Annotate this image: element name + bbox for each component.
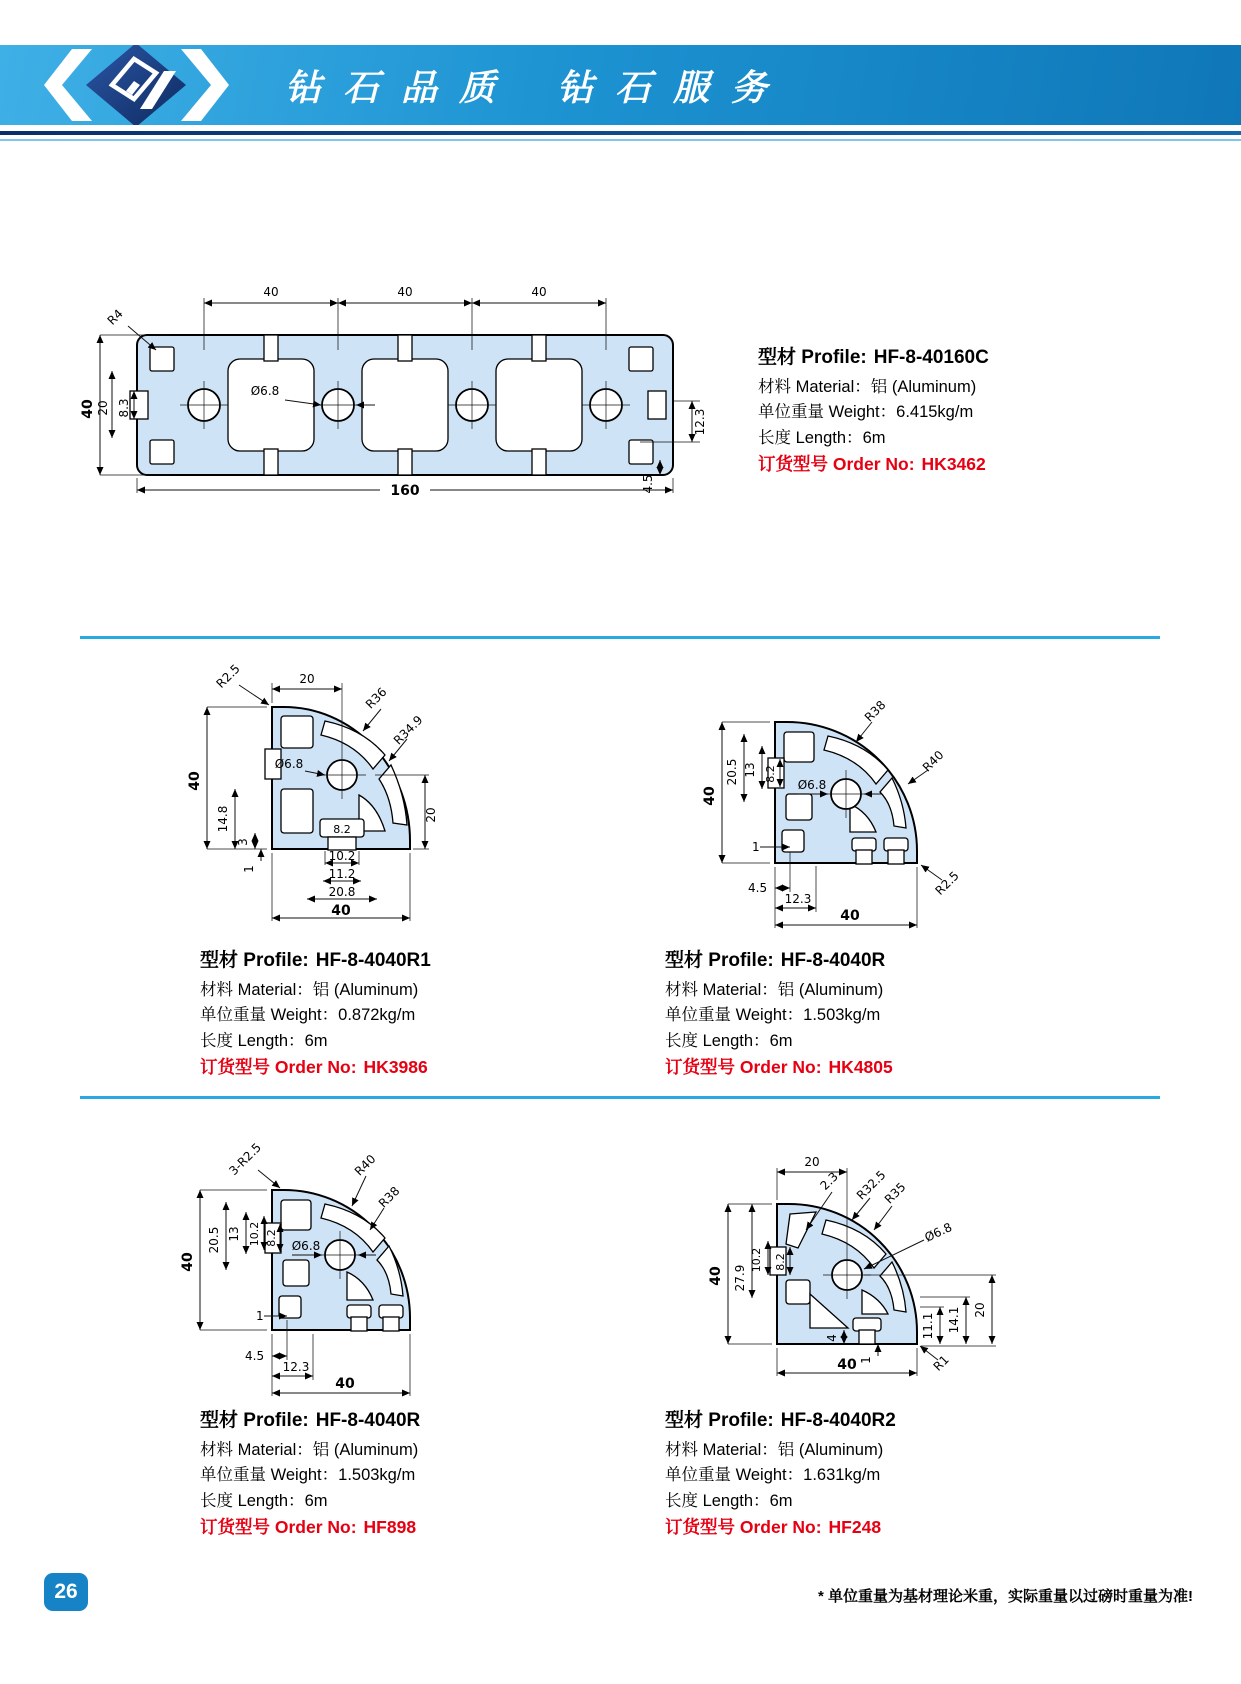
- dim-r35: R35: [881, 1179, 909, 1207]
- dim-r25: R2.5: [213, 661, 243, 691]
- dim-1: 1: [752, 840, 760, 854]
- dim-205: 20.5: [725, 758, 739, 786]
- dim-20top: 20: [299, 672, 315, 686]
- material-line: 材料 Material：铝 (Aluminum): [758, 377, 977, 396]
- weight-line: 单位重量 Weight：1.503kg/m: [200, 1466, 416, 1484]
- dim-82: 8.2: [265, 1229, 278, 1247]
- page-number-badge: [44, 1573, 88, 1611]
- dim-20right: 20: [424, 807, 438, 823]
- profile-shape: [768, 722, 917, 864]
- profile-shape: [130, 335, 673, 475]
- page-number: 26: [54, 1580, 78, 1603]
- material-value: 铝 (Aluminum): [777, 980, 884, 999]
- dim-r36: R36: [362, 684, 390, 712]
- dim-45: 4.5: [748, 881, 768, 895]
- dim-r253: 3-R2.5: [226, 1140, 265, 1179]
- profile-id: HF-8-40160C: [873, 347, 989, 368]
- profile-title: 型材 Profile: HF-8-4040R1: [200, 950, 431, 971]
- dim-13: 13: [743, 762, 757, 778]
- dim-height: 40: [80, 399, 96, 419]
- dim-148: 14.8: [216, 805, 230, 833]
- dim-r38: R38: [861, 697, 889, 725]
- brand-text-2: 钻石服务: [557, 67, 790, 108]
- dim-102: 10.2: [328, 849, 356, 863]
- weight-line: 单位重量 Weight：6.415kg/m: [758, 403, 974, 421]
- profile-id: HF-8-4040R1: [315, 950, 431, 971]
- order-no: HK3986: [363, 1057, 428, 1077]
- dim-width: 40: [335, 1376, 355, 1392]
- length-line: 长度 Length：6m: [200, 1491, 328, 1510]
- dim-83: 8.3: [117, 398, 131, 418]
- length-line: 长度 Length：6m: [200, 1031, 328, 1050]
- dim-279: 27.9: [733, 1264, 747, 1292]
- profile-id: HF-8-4040R: [315, 1410, 421, 1431]
- dim-r40: R40: [919, 747, 947, 775]
- dim-width: 40: [840, 908, 860, 924]
- dim-45: 4.5: [245, 1349, 265, 1363]
- dim-112: 11.2: [328, 867, 356, 881]
- profile-id: HF-8-4040R2: [780, 1410, 896, 1431]
- dim-23: 2.3: [817, 1169, 841, 1193]
- dim-pitch1: 40: [263, 285, 279, 299]
- length-value: 6m: [304, 1031, 328, 1050]
- material-value: 铝 (Aluminum): [870, 377, 977, 396]
- dim-20: 20: [96, 400, 110, 416]
- dim-hole: Ø6.8: [274, 757, 304, 771]
- brand-slogan: [285, 45, 789, 125]
- dim-height: 40: [180, 1252, 196, 1272]
- weight-value: 1.631kg/m: [803, 1466, 881, 1484]
- material-line: 材料 Material：铝 (Aluminum): [665, 980, 884, 999]
- dim-height: 40: [187, 771, 203, 791]
- dim-102: 10.2: [750, 1247, 763, 1273]
- profile-info-4040r2: [665, 1408, 1105, 1541]
- dim-4: 4: [825, 1334, 839, 1342]
- dim-width: 40: [331, 903, 351, 919]
- brand-text-1: 钻石品质: [285, 67, 518, 108]
- dim-208: 20.8: [328, 885, 356, 899]
- profile-info-4040r-b: [200, 1408, 640, 1541]
- dim-r349: R34.9: [390, 712, 426, 748]
- weight-value: 6.415kg/m: [896, 403, 974, 421]
- dim-r40: R40: [351, 1151, 379, 1179]
- dim-r325: R32.5: [853, 1167, 889, 1203]
- dim-205: 20.5: [207, 1226, 221, 1254]
- length-value: 6m: [862, 428, 886, 447]
- order-no: HK3462: [921, 454, 986, 474]
- dim-111: 11.1: [921, 1312, 935, 1340]
- section-divider-2: [80, 1096, 1160, 1099]
- dim-123: 12.3: [693, 408, 707, 436]
- dim-82: 8.2: [333, 823, 351, 836]
- length-value: 6m: [304, 1491, 328, 1510]
- order-no: HF248: [828, 1517, 882, 1537]
- dim-141: 14.1: [947, 1306, 961, 1334]
- dim-1: 1: [242, 865, 256, 873]
- dim-hole: Ø6.8: [922, 1220, 955, 1245]
- dim-hole: Ø6.8: [250, 384, 280, 398]
- weight-value: 1.503kg/m: [803, 1006, 881, 1024]
- footer-note: * 单位重量为基材理论米重，实际重量以过磅时重量为准!: [817, 1588, 1193, 1605]
- order-line: 订货型号 Order No: HF248: [665, 1517, 882, 1537]
- header-rule-light: [0, 139, 1241, 141]
- dim-total: 160: [390, 483, 420, 499]
- logo-left-chevron-icon: [44, 49, 92, 121]
- dim-hole: Ø6.8: [797, 778, 827, 792]
- order-line: 订货型号 Order No: HK3462: [758, 454, 986, 474]
- material-line: 材料 Material：铝 (Aluminum): [200, 1440, 419, 1459]
- material-value: 铝 (Aluminum): [312, 1440, 419, 1459]
- dim-r1: R1: [930, 1352, 952, 1374]
- material-value: 铝 (Aluminum): [312, 980, 419, 999]
- length-line: 长度 Length：6m: [665, 1031, 793, 1050]
- weight-value: 1.503kg/m: [338, 1466, 416, 1484]
- profile-title: 型材 Profile: HF-8-4040R2: [665, 1410, 896, 1431]
- profile-drawing-4040r-b: [170, 1120, 500, 1420]
- order-no: HK4805: [828, 1057, 893, 1077]
- order-line: 订货型号 Order No: HF898: [200, 1517, 417, 1537]
- dim-r4: R4: [104, 306, 126, 328]
- profile-drawing-4040r1: [177, 637, 487, 932]
- dim-3: 3: [236, 838, 250, 846]
- dim-20top: 20: [804, 1155, 820, 1169]
- profile-info-40160c: [758, 345, 1198, 478]
- profile-drawing-4040r2: [692, 1134, 1022, 1434]
- weight-line: 单位重量 Weight：1.631kg/m: [665, 1466, 881, 1484]
- dim-r38: R38: [375, 1183, 403, 1211]
- material-value: 铝 (Aluminum): [777, 1440, 884, 1459]
- dim-height: 40: [702, 786, 718, 806]
- profile-id: HF-8-4040R: [780, 950, 886, 971]
- dim-82: 8.2: [774, 1253, 787, 1271]
- dim-45: 4.5: [641, 474, 655, 494]
- profile-title: 型材 Profile: HF-8-4040R: [200, 1410, 421, 1431]
- profile-drawing-4040r-a: [690, 652, 1010, 952]
- dim-height: 40: [708, 1266, 724, 1286]
- dim-1: 1: [256, 1309, 264, 1323]
- logo-right-chevron-icon: [181, 49, 229, 121]
- material-line: 材料 Material：铝 (Aluminum): [200, 980, 419, 999]
- length-value: 6m: [769, 1031, 793, 1050]
- weight-line: 单位重量 Weight：0.872kg/m: [200, 1006, 416, 1024]
- header-rule-dark: [0, 131, 1241, 135]
- profile-drawing-40160c: [80, 250, 740, 500]
- header-banner: [0, 45, 1241, 125]
- diamond-logo: [34, 45, 239, 125]
- dim-13: 13: [227, 1226, 241, 1242]
- length-line: 长度 Length：6m: [758, 428, 886, 447]
- material-line: 材料 Material：铝 (Aluminum): [665, 1440, 884, 1459]
- dim-pitch2: 40: [397, 285, 413, 299]
- weight-line: 单位重量 Weight：1.503kg/m: [665, 1006, 881, 1024]
- dim-82: 8.2: [764, 765, 777, 783]
- profile-info-4040r1: [200, 948, 640, 1081]
- order-no: HF898: [363, 1517, 417, 1537]
- profile-title: 型材 Profile: HF-8-40160C: [758, 347, 989, 368]
- dim-20right: 20: [973, 1302, 987, 1318]
- length-line: 长度 Length：6m: [665, 1491, 793, 1510]
- length-value: 6m: [769, 1491, 793, 1510]
- dim-102: 10.2: [248, 1221, 261, 1247]
- profile-info-4040r-a: [665, 948, 1105, 1081]
- dim-width: 40: [837, 1357, 857, 1373]
- dim-r25: R2.5: [932, 868, 962, 898]
- order-line: 订货型号 Order No: HK3986: [200, 1057, 428, 1077]
- dim-pitch3: 40: [531, 285, 547, 299]
- dim-123: 12.3: [282, 1360, 310, 1374]
- dim-1: 1: [859, 1356, 873, 1364]
- weight-value: 0.872kg/m: [338, 1006, 416, 1024]
- profile-shape: [265, 1190, 410, 1331]
- dim-hole: Ø6.8: [291, 1239, 321, 1253]
- order-line: 订货型号 Order No: HK4805: [665, 1057, 893, 1077]
- profile-title: 型材 Profile: HF-8-4040R: [665, 950, 886, 971]
- dim-123: 12.3: [784, 892, 812, 906]
